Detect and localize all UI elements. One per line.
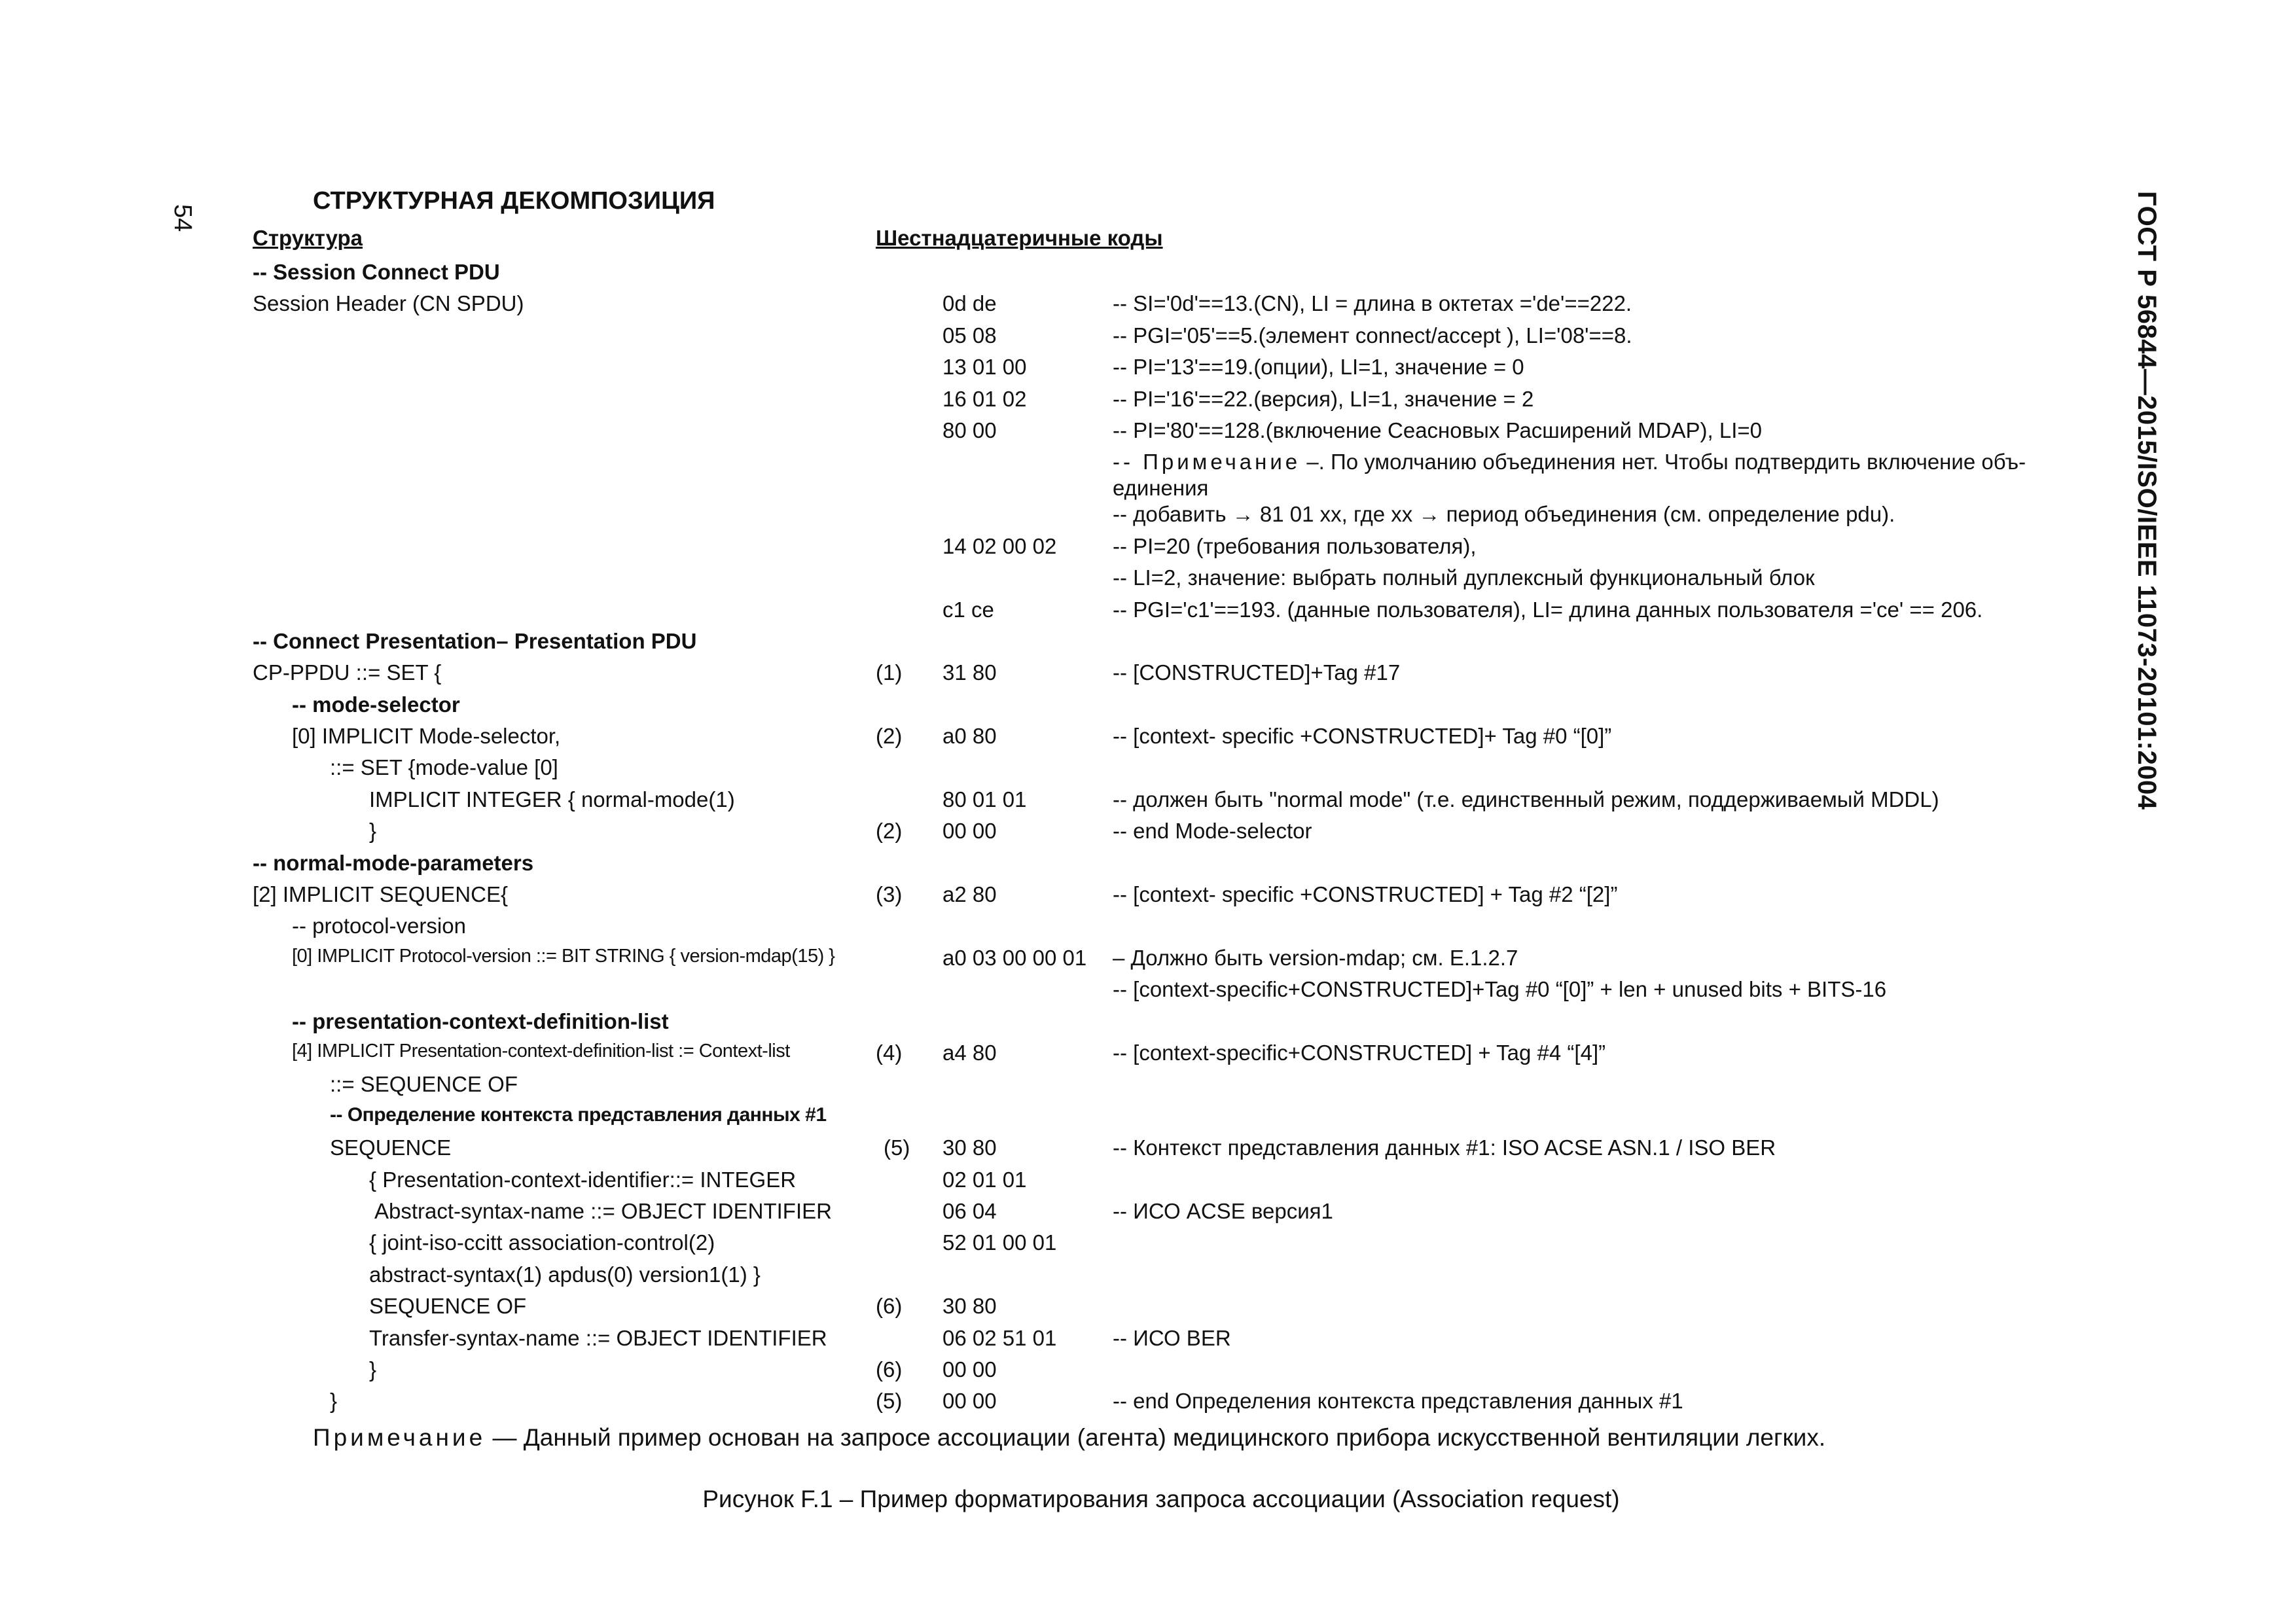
hex-cell: 80 01 01 <box>942 787 1027 812</box>
table-row <box>0 626 2296 658</box>
table-row <box>0 499 2296 531</box>
structure-cell: [0] IMPLICIT Mode-selector, <box>292 724 561 749</box>
comment-cell: -- [context-specific+CONSTRUCTED] + Tag #4 “[4]” <box>1113 1040 1606 1065</box>
comment-cell: -- PGI='c1'==193. (данные пользователя), LI= длина данных пользователя ='ce' == 206. <box>1113 597 1983 622</box>
hex-cell: a0 80 <box>942 724 997 749</box>
page-title: СТРУКТУРНАЯ ДЕКОМПОЗИЦИЯ <box>313 187 715 215</box>
structure-cell: -- Определение контекста представления данных #1 <box>330 1103 827 1126</box>
hex-cell: a0 03 00 00 01 <box>942 945 1087 970</box>
table-row <box>0 1069 2296 1101</box>
number-cell: (6) <box>876 1294 903 1319</box>
note-text: –. По умолчанию объединения нет. Чтобы подтвердить включение объ- <box>1300 450 2026 474</box>
comment-cell: -- Контекст представления данных #1: ISO ACSE ASN.1 / ISO BER <box>1113 1135 1776 1160</box>
hex-cell: a4 80 <box>942 1040 997 1065</box>
structure-cell: SEQUENCE <box>330 1135 452 1160</box>
structure-cell: } <box>369 819 377 844</box>
table-row <box>0 1386 2296 1418</box>
comment-cell: -- ИСО BER <box>1113 1325 1231 1350</box>
structure-cell: -- Session Connect PDU <box>253 260 500 284</box>
hex-cell: 30 80 <box>942 1294 997 1319</box>
number-cell: (5) <box>884 1135 910 1160</box>
figure-note-text: — Данный пример основан на запросе ассоциации (агента) медицинского прибора искусственной вентиляции легких. <box>486 1424 1826 1451</box>
note-label: -- Примечание <box>1113 450 1301 474</box>
table-row <box>0 257 2296 289</box>
structure-cell: Abstract-syntax-name ::= OBJECT IDENTIFIER <box>374 1198 832 1223</box>
structure-cell: abstract-syntax(1) apdus(0) version1(1) } <box>369 1262 761 1287</box>
structure-cell: } <box>369 1357 377 1382</box>
table-row <box>0 352 2296 383</box>
table-row <box>0 1355 2296 1386</box>
table-row <box>0 289 2296 320</box>
hex-cell: 14 02 00 02 <box>942 533 1057 558</box>
number-cell: (4) <box>876 1040 903 1065</box>
table-row <box>0 911 2296 942</box>
structure-cell: } <box>330 1389 338 1414</box>
structure-cell: -- mode-selector <box>292 692 460 717</box>
number-cell: (2) <box>876 724 903 749</box>
table-row <box>0 816 2296 847</box>
comment-continuation: единения <box>1113 476 1209 501</box>
structure-cell: ::= SET {mode-value [0] <box>330 755 558 780</box>
table-row <box>0 880 2296 911</box>
structure-cell: ::= SEQUENCE OF <box>330 1072 518 1097</box>
table-row <box>0 848 2296 880</box>
table-row <box>0 943 2296 974</box>
structure-cell: [2] IMPLICIT SEQUENCE{ <box>253 882 509 907</box>
comment-cell: -- ИСО ACSE версия1 <box>1113 1198 1333 1223</box>
hex-cell: c1 ce <box>942 597 994 622</box>
table-row <box>0 1165 2296 1196</box>
table-row <box>0 753 2296 784</box>
number-cell: (6) <box>876 1357 903 1382</box>
structure-cell: { Presentation-context-identifier::= INTEGER <box>369 1167 797 1192</box>
hex-cell: 52 01 00 01 <box>942 1230 1057 1255</box>
structure-cell: -- Connect Presentation– Presentation PDU <box>253 628 697 653</box>
structure-cell: -- presentation-context-definition-list <box>292 1008 669 1033</box>
structure-column-header: Структура <box>253 226 363 250</box>
hex-cell: 06 04 <box>942 1198 997 1223</box>
hex-cell: 30 80 <box>942 1135 997 1160</box>
table-row <box>0 1323 2296 1355</box>
table-row <box>0 416 2296 447</box>
table-row <box>0 473 2296 499</box>
table-row <box>0 1101 2296 1133</box>
table-row <box>0 563 2296 594</box>
table-row <box>0 595 2296 626</box>
hex-cell: 0d de <box>942 291 997 316</box>
table-row <box>0 1228 2296 1259</box>
table-row <box>0 974 2296 1006</box>
table-row <box>0 447 2296 473</box>
hex-cell: 16 01 02 <box>942 386 1027 411</box>
structure-cell: -- normal-mode-parameters <box>253 850 534 875</box>
structure-cell: { joint-iso-ccitt association-control(2) <box>369 1230 715 1255</box>
page-number: 54 <box>169 204 196 232</box>
structure-cell: [0] IMPLICIT Protocol-version ::= BIT STRING { version-mdap(15) } <box>292 945 835 967</box>
comment-cell: -- [CONSTRUCTED]+Tag #17 <box>1113 660 1401 685</box>
comment-cell: -- end Mode-selector <box>1113 819 1312 844</box>
hex-cell: a2 80 <box>942 882 997 907</box>
hex-cell: 05 08 <box>942 323 997 348</box>
hex-cell: 80 00 <box>942 418 997 442</box>
number-cell: (1) <box>876 660 903 685</box>
comment-cell: -- PI=20 (требования пользователя), <box>1113 533 1477 558</box>
document-code: ГОСТ Р 56844—2015/ISO/IEEE 11073-20101:2004 <box>2132 191 2161 810</box>
structure-cell: SEQUENCE OF <box>369 1294 527 1319</box>
comment-cell: -- end Определения контекста представления данных #1 <box>1113 1389 1683 1414</box>
comment-cell: -- [context- specific +CONSTRUCTED] + Tag #2 “[2]” <box>1113 882 1618 907</box>
comment-cell: -- PI='80'==128.(включение Сеасновых Расширений MDAP), LI=0 <box>1113 418 1762 442</box>
number-cell: (2) <box>876 819 903 844</box>
comment-cell: -- [context-specific+CONSTRUCTED]+Tag #0 “[0]” + len + unused bits + BITS-16 <box>1113 977 1887 1002</box>
hex-cell: 31 80 <box>942 660 997 685</box>
table-row <box>0 1038 2296 1069</box>
table-row <box>0 721 2296 753</box>
table-row <box>0 785 2296 816</box>
structure-cell: -- protocol-version <box>292 914 466 938</box>
comment-cell: -- [context- specific +CONSTRUCTED]+ Tag #0 “[0]” <box>1113 724 1612 749</box>
hex-cell: 06 02 51 01 <box>942 1325 1057 1350</box>
table-row <box>0 1260 2296 1291</box>
table-row <box>0 690 2296 721</box>
figure-note-label: Примечание <box>313 1424 486 1451</box>
table-row <box>0 1291 2296 1323</box>
hex-cell: 00 00 <box>942 819 997 844</box>
structure-cell: [4] IMPLICIT Presentation-context-definition-list := Context-list <box>292 1040 790 1061</box>
table-row <box>0 321 2296 352</box>
decomposition-table <box>0 257 2296 1418</box>
table-row <box>0 384 2296 416</box>
hex-column-header: Шестнадцатеричные коды <box>876 226 1163 250</box>
figure-note <box>313 1424 1825 1452</box>
table-row <box>0 658 2296 689</box>
hex-cell: 00 00 <box>942 1357 997 1382</box>
structure-cell: CP-PPDU ::= SET { <box>253 660 442 685</box>
number-cell: (5) <box>876 1389 903 1414</box>
comment-cell: -- PI='13'==19.(опции), LI=1, значение = 0 <box>1113 355 1524 380</box>
comment-cell: – Должно быть version-mdap; см. E.1.2.7 <box>1113 945 1518 970</box>
structure-cell: Transfer-syntax-name ::= OBJECT IDENTIFIER <box>369 1325 827 1350</box>
hex-cell: 02 01 01 <box>942 1167 1027 1192</box>
table-row <box>0 1133 2296 1164</box>
comment-cell: -- добавить → 81 01 xx, где xx → период объединения (см. определение pdu). <box>1113 502 1895 527</box>
table-row <box>0 1196 2296 1228</box>
comment-cell: -- SI='0d'==13.(CN), LI = длина в октетах ='de'==222. <box>1113 291 1632 316</box>
comment-cell: -- должен быть "normal mode" (т.е. единственный режим, поддерживаемый MDDL) <box>1113 787 1939 812</box>
comment-cell <box>1113 450 2026 474</box>
table-row <box>0 1007 2296 1038</box>
structure-cell: Session Header (CN SPDU) <box>253 291 524 316</box>
structure-cell: IMPLICIT INTEGER { normal-mode(1) <box>369 787 735 812</box>
hex-cell: 13 01 00 <box>942 355 1027 380</box>
table-row <box>0 531 2296 563</box>
number-cell: (3) <box>876 882 903 907</box>
hex-cell: 00 00 <box>942 1389 997 1414</box>
comment-cell: -- PI='16'==22.(версия), LI=1, значение = 2 <box>1113 386 1534 411</box>
comment-cell: -- LI=2, значение: выбрать полный дуплексный функциональный блок <box>1113 565 1815 590</box>
comment-cell: -- PGI='05'==5.(элемент connect/accept ), LI='08'==8. <box>1113 323 1632 348</box>
figure-caption: Рисунок F.1 – Пример форматирования запроса ассоциации (Association request) <box>702 1486 1620 1512</box>
